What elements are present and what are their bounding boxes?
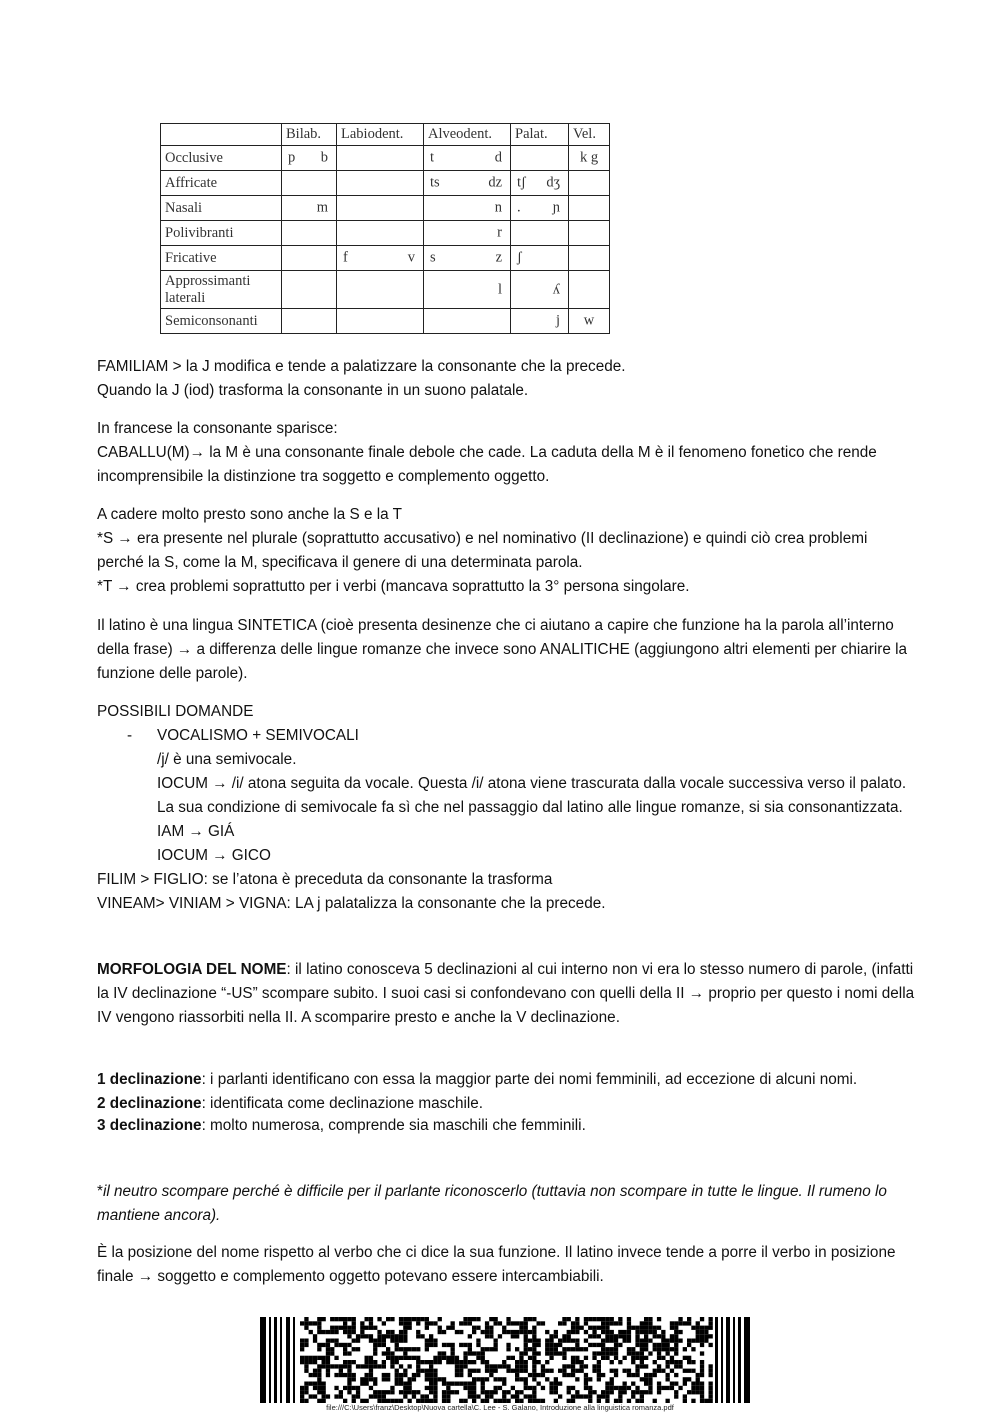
table-header-cell: Palat. — [511, 124, 569, 146]
table-row — [161, 221, 610, 246]
paragraph: 2 declinazione: identificata come declinazione maschile. — [97, 1095, 484, 1112]
list-item-label: VOCALISMO + SEMIVOCALI — [157, 727, 359, 744]
table-cell — [511, 171, 569, 196]
phoneme: tʃ — [517, 174, 526, 191]
phoneme: k g — [579, 149, 599, 166]
table-cell — [511, 221, 569, 246]
barcode-image — [260, 1317, 750, 1403]
table-cell — [337, 171, 424, 196]
table-header-row — [161, 124, 610, 146]
bold-term: 3 declinazione — [97, 1117, 202, 1134]
table-cell — [424, 221, 511, 246]
phoneme: b — [320, 149, 328, 166]
phoneme: dʒ — [546, 174, 560, 191]
table-cell — [511, 309, 569, 334]
footer-file-path: file:///C:\Users\franz\Desktop\Nuova cartella\C. Lee - S. Galano, Introduzione alla linguistica romanza.pdf — [326, 1403, 674, 1412]
paragraph: *S → era presente nel plurale (soprattutto accusativo) e nel nominativo (II declinazione) e quindi ciò crea problemi perché la S, come la M, specificava il genere di una determinata parola. — [97, 530, 868, 571]
paragraph: FILIM > FIGLIO: se l’atona è preceduta da consonante la trasforma — [97, 871, 553, 888]
table-cell — [337, 246, 424, 271]
phoneme: dz — [488, 174, 502, 191]
table-cell — [511, 246, 569, 271]
table-cell — [282, 246, 337, 271]
table-header-cell — [161, 124, 282, 146]
text-block-3 — [97, 503, 917, 599]
table-cell — [282, 221, 337, 246]
table-cell — [282, 146, 337, 171]
table-cell — [337, 146, 424, 171]
paragraph: Quando la J (iod) trasforma la consonante in un suono palatale. — [97, 382, 529, 399]
text-block-6 — [97, 958, 917, 1030]
section-heading: POSSIBILI DOMANDE — [97, 703, 254, 720]
table-header-cell: Vel. — [569, 124, 610, 146]
paragraph: In francese la consonante sparisce: — [97, 420, 338, 437]
table-row — [161, 146, 610, 171]
text-block-8 — [97, 1180, 917, 1228]
table-cell — [569, 146, 610, 171]
table-cell — [282, 271, 337, 309]
phoneme: t — [430, 149, 435, 166]
table-cell — [282, 171, 337, 196]
phoneme: m — [316, 199, 328, 216]
paragraph: VINEAM> VINIAM > VIGNA: LA j palatalizza la consonante che la precede. — [97, 895, 606, 912]
phoneme: f — [343, 249, 348, 266]
table-cell — [569, 196, 610, 221]
table-cell — [569, 246, 610, 271]
table-row-label: Occlusive — [161, 146, 282, 171]
phoneme: ts — [430, 174, 440, 191]
table-row-label: Semiconsonanti — [161, 309, 282, 334]
table-cell — [424, 309, 511, 334]
phoneme: p — [288, 149, 296, 166]
table-cell — [424, 246, 511, 271]
table-cell — [337, 196, 424, 221]
table-row-label: Approssimanti laterali — [161, 271, 282, 309]
bullet-dash: - — [127, 727, 133, 744]
text-block-1 — [97, 355, 917, 403]
phoneme: w — [583, 312, 595, 329]
table-cell — [424, 196, 511, 221]
consonant-table — [160, 123, 610, 334]
phoneme: l — [497, 281, 502, 297]
paragraph: A cadere molto presto sono anche la S e la T — [97, 506, 402, 523]
table-header-cell: Alveodent. — [424, 124, 511, 146]
table-cell — [282, 309, 337, 334]
table-row-label: Fricative — [161, 246, 282, 271]
paragraph: Il latino è una lingua SINTETICA (cioè presenta desinenze che ci aiutano a capire che funzione ha la parola all’interno della frase) → a differenza delle lingue romanze che invece sono ANALITICHE (aggiungono altri elementi per chiarire la funzione delle parole). — [97, 617, 908, 682]
table-row — [161, 309, 610, 334]
table-cell — [337, 309, 424, 334]
table-cell — [424, 146, 511, 171]
table-cell — [282, 196, 337, 221]
text-block-5 — [97, 700, 917, 916]
list-item — [97, 724, 917, 748]
phoneme: ʎ — [552, 281, 560, 297]
phoneme: j — [555, 312, 560, 329]
paragraph: IOCUM → GICO — [157, 847, 271, 864]
text-block-4 — [97, 614, 917, 686]
phoneme: ɲ — [552, 199, 560, 216]
table-cell — [337, 221, 424, 246]
table-row — [161, 271, 610, 309]
table-cell — [511, 196, 569, 221]
table-row — [161, 246, 610, 271]
note: *il neutro scompare perché è difficile per il parlante riconoscerlo (tuttavia non scompare in tutte le lingue. Il rumeno lo mantiene ancora). — [97, 1183, 887, 1224]
table-cell — [569, 271, 610, 309]
phoneme: s — [430, 249, 436, 266]
table-row-label: Nasali — [161, 196, 282, 221]
paragraph: /j/ è una semivocale. — [157, 751, 297, 768]
paragraph: IOCUM → /i/ atona seguita da vocale. Questa /i/ atona viene trascurata dalla vocale successiva verso il palato. La sua condizione di semivocale fa sì che nel passaggio dal latino alle lingue romanze, si sia consonantizzata. — [157, 775, 907, 816]
phoneme: d — [494, 149, 502, 166]
table-cell — [569, 171, 610, 196]
phoneme: . — [517, 199, 521, 216]
phoneme: n — [494, 199, 502, 216]
table-cell — [424, 171, 511, 196]
phoneme: z — [495, 249, 502, 266]
paragraph: MORFOLOGIA DEL NOME: il latino conosceva 5 declinazioni al cui interno non vi era lo stesso numero di parole, (infatti la IV declinazione “-US” scompare subito. I suoi casi si confondevano con quelli della II → proprio per questo i nomi della IV vengono riassorbiti nella II. A scomparire presto e anche la V declinazione. — [97, 961, 915, 1026]
paragraph: *T → crea problemi soprattutto per i verbi (mancava soprattutto la 3° persona singolare. — [97, 578, 690, 595]
paragraph: CABALLU(M)→ la M è una consonante finale debole che cade. La caduta della M è il fenomeno fonetico che rende incomprensibile la distinzione tra soggetto e complemento oggetto. — [97, 444, 877, 485]
table-header-cell: Labiodent. — [337, 124, 424, 146]
bold-term: MORFOLOGIA DEL NOME — [97, 961, 287, 978]
paragraph: FAMILIAM > la J modifica e tende a palatizzare la consonante che la precede. — [97, 358, 626, 375]
text-block-2 — [97, 417, 917, 489]
paragraph: 3 declinazione: molto numerosa, comprende sia maschili che femminili. — [97, 1117, 586, 1134]
table-row — [161, 196, 610, 221]
table-cell — [569, 309, 610, 334]
paragraph: 1 declinazione: i parlanti identificano con essa la maggior parte dei nomi femminili, ad eccezione di alcuni nomi. — [97, 1071, 858, 1088]
table-header-cell: Bilab. — [282, 124, 337, 146]
bold-term: 2 declinazione — [97, 1095, 202, 1112]
table-cell — [511, 146, 569, 171]
paragraph: È la posizione del nome rispetto al verbo che ci dice la sua funzione. Il latino invece tende a porre il verbo in posizione finale → soggetto e complemento oggetto potevano essere intercambiabili. — [97, 1244, 896, 1285]
text-block-9 — [97, 1241, 917, 1289]
phoneme: v — [407, 249, 415, 266]
table-cell — [424, 271, 511, 309]
bold-term: 1 declinazione — [97, 1071, 202, 1088]
phoneme: r — [497, 224, 502, 241]
phoneme: ʃ — [517, 249, 522, 266]
text-block-7 — [97, 1068, 917, 1138]
table-cell — [511, 271, 569, 309]
table-cell — [337, 271, 424, 309]
table-row — [161, 171, 610, 196]
paragraph: IAM → GIÁ — [157, 823, 235, 840]
table-row-label: Polivibranti — [161, 221, 282, 246]
table-cell — [569, 221, 610, 246]
table-row-label: Affricate — [161, 171, 282, 196]
